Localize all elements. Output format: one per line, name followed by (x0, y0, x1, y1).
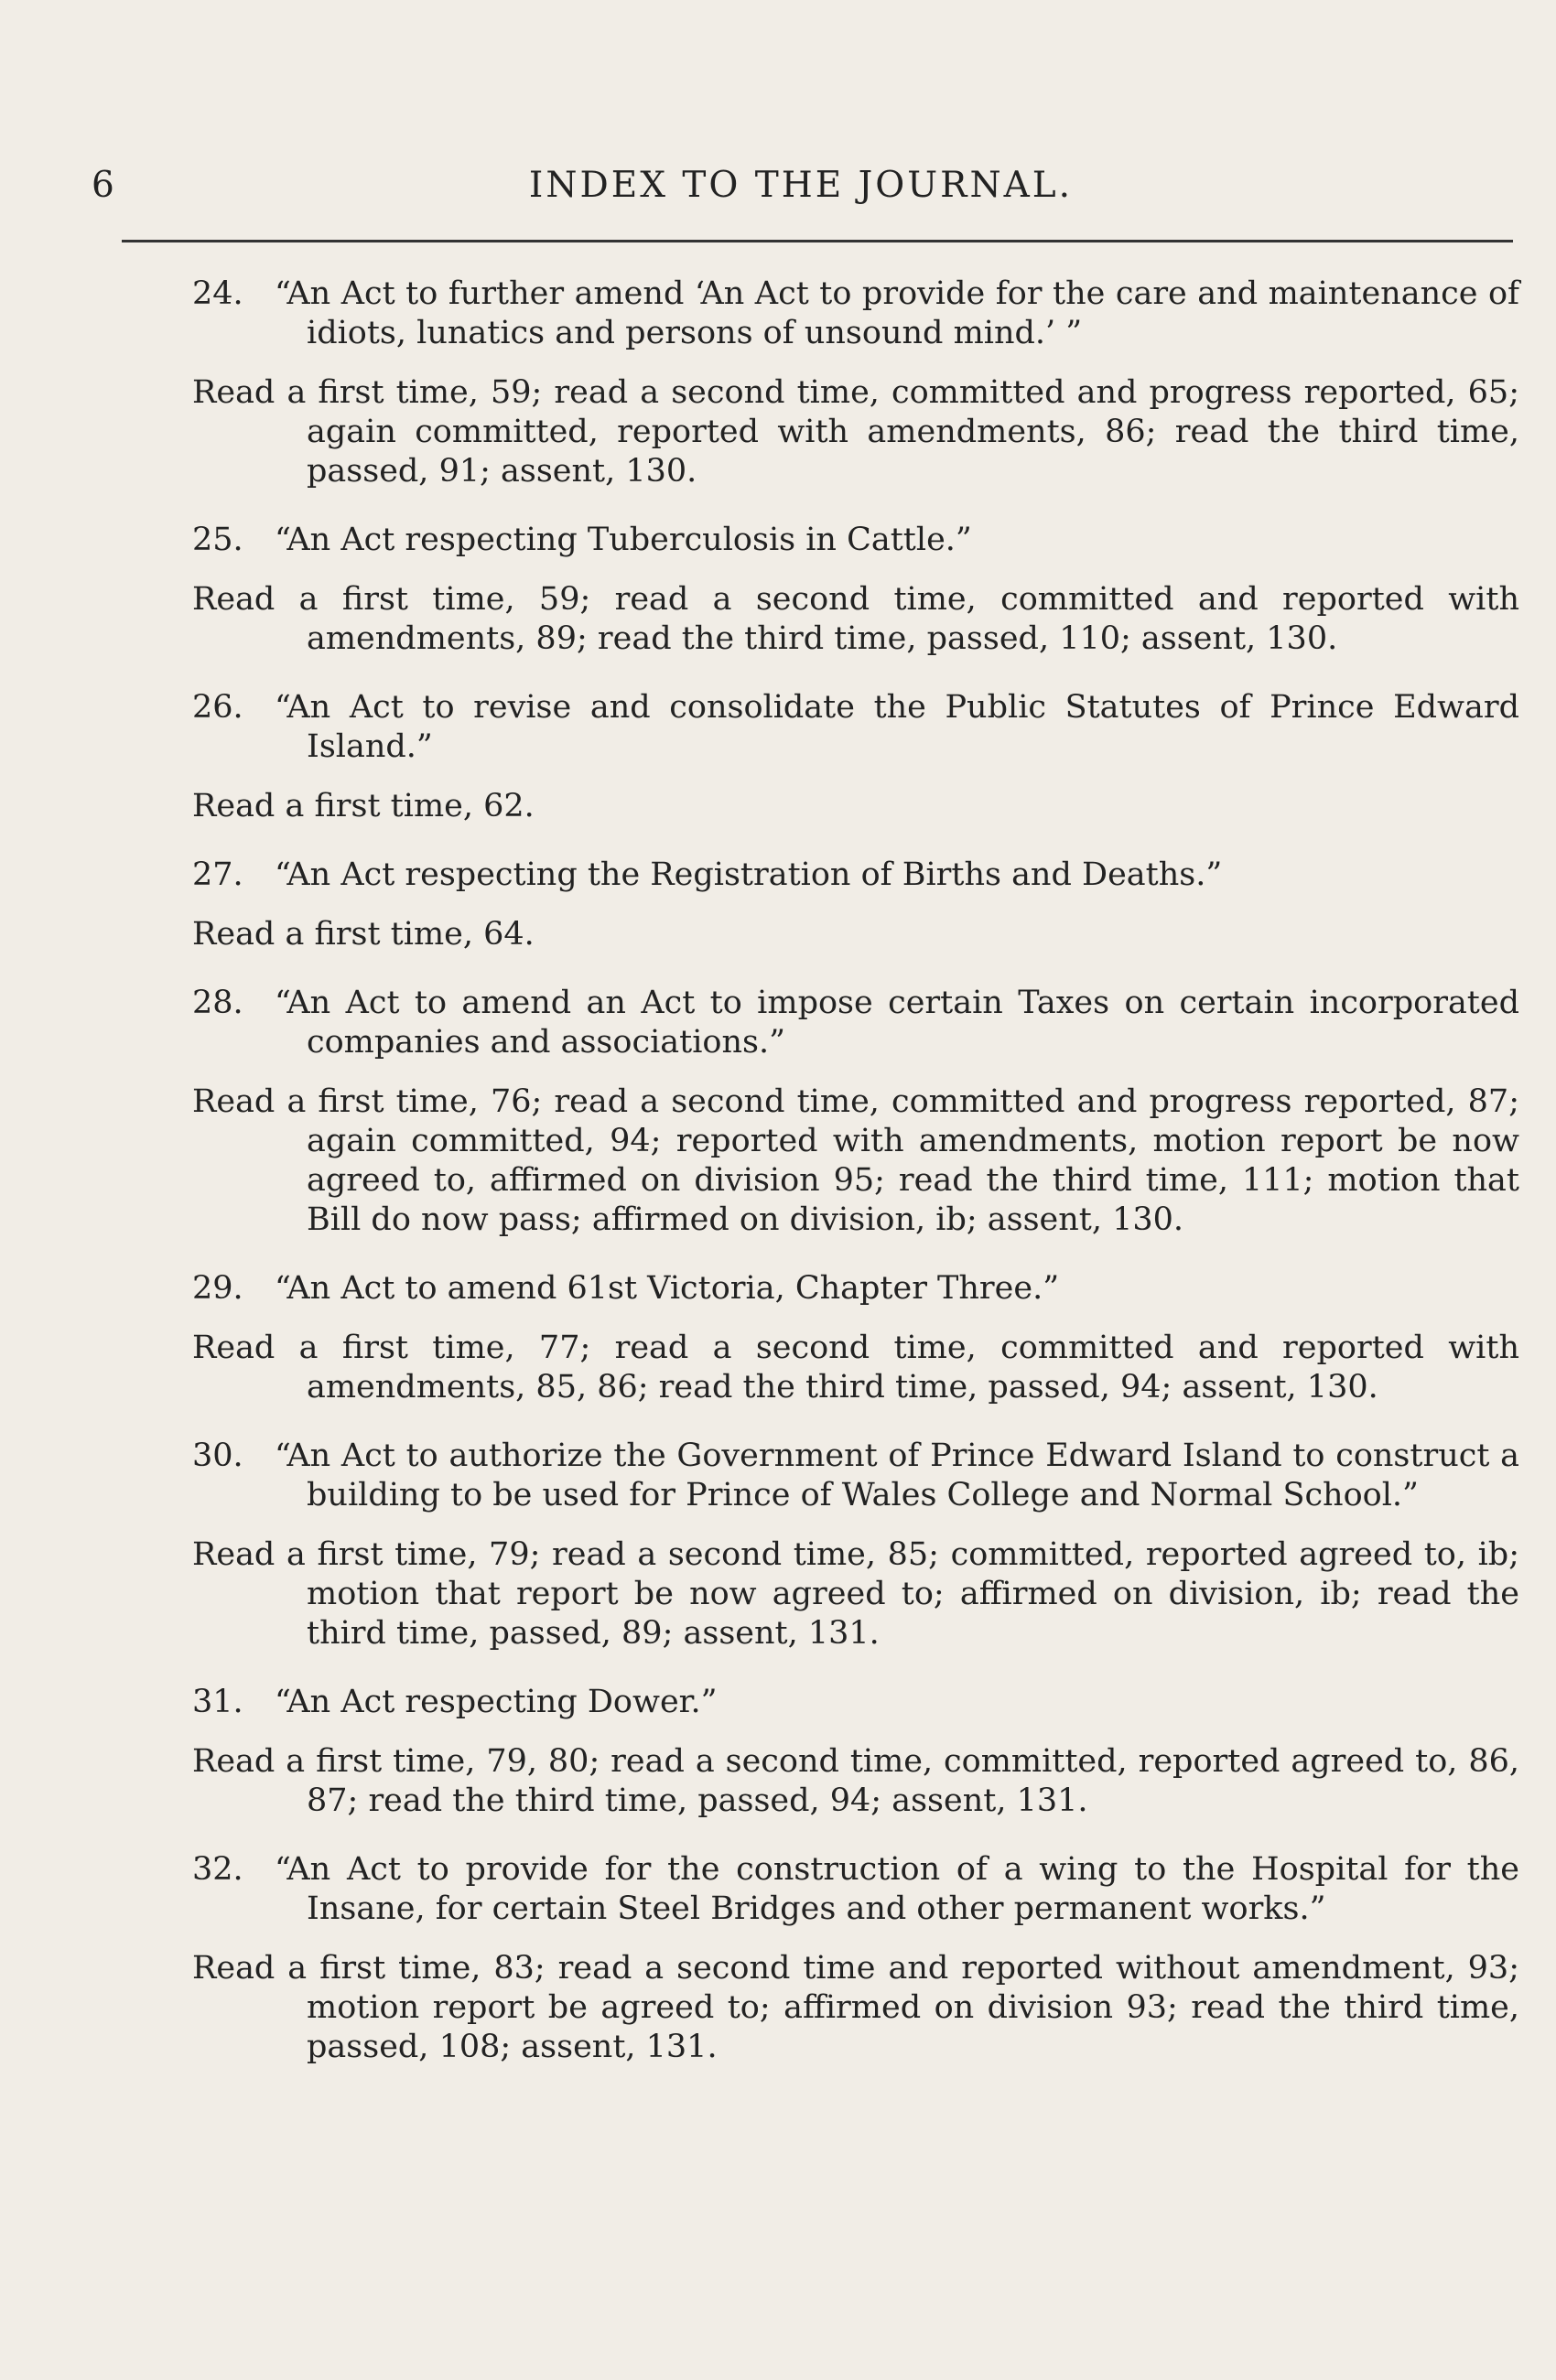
index-entry-30 (192, 1437, 1519, 1653)
entry-title-text: “An Act to amend an Act to impose certain Taxes on certain incorporated companies and associations.” (275, 985, 1519, 1061)
entry-title-text: “An Act to further amend ‘An Act to provide for the care and maintenance of idiots, lunatics and persons of unsound mind.’ ” (275, 275, 1519, 351)
entry-history: Read a first time, 59; read a second time, committed and reported with amendments, 89; read the third time, passed, 110; assent, 130. (192, 581, 1519, 657)
index-entry-25 (192, 521, 1519, 659)
entry-title (192, 1269, 1519, 1308)
entry-title-text: “An Act respecting Tuberculosis in Cattle.” (275, 522, 972, 558)
index-entry-32 (192, 1850, 1519, 2067)
entry-history: Read a first time, 64. (192, 916, 535, 953)
index-entry-29 (192, 1269, 1519, 1407)
entry-title (192, 1850, 1519, 1929)
entry-history: Read a first time, 83; read a second time and reported without amendment, 93; motion report be agreed to; affirmed on division 93; read the third time, passed, 108; assent, 131. (192, 1950, 1519, 2065)
entry-title-text: “An Act to revise and consolidate the Public Statutes of Prince Edward Island.” (275, 689, 1519, 765)
entry-title (192, 521, 1519, 560)
entry-title (192, 275, 1519, 353)
index-entries (192, 275, 1519, 2096)
entry-title (192, 1683, 1519, 1722)
entry-history: Read a first time, 76; read a second time, committed and progress reported, 87; again committed, 94; reported with amendments, motion report be now agreed to, affirmed on division 95; read the third time, 111; motion that Bill do now pass; affirmed on division, ib; assent, 130. (192, 1083, 1519, 1238)
entry-history: Read a first time, 79, 80; read a second time, committed, reported agreed to, 86, 87; read the third time, passed, 94; assent, 131. (192, 1743, 1519, 1819)
entry-number: 27. (192, 856, 243, 893)
entry-title-text: “An Act to authorize the Government of Prince Edward Island to construct a building to be used for Prince of Wales College and Normal School.” (275, 1438, 1519, 1513)
entry-title-text: “An Act to amend 61st Victoria, Chapter Three.” (275, 1270, 1060, 1307)
entry-number: 26. (192, 689, 243, 726)
page-number: 6 (92, 165, 115, 206)
entry-title-text: “An Act respecting the Registration of Births and Deaths.” (275, 856, 1223, 893)
entry-title (192, 688, 1519, 767)
entry-number: 24. (192, 275, 243, 312)
index-entry-26 (192, 688, 1519, 826)
entry-history: Read a first time, 62. (192, 788, 535, 824)
entry-number: 29. (192, 1270, 243, 1307)
header-rule (122, 240, 1513, 242)
entry-history: Read a first time, 79; read a second time, 85; committed, reported agreed to, ib; motion that report be now agreed to; affirmed on division, ib; read the third time, passed, 89; assent, 131. (192, 1536, 1519, 1652)
entry-title (192, 984, 1519, 1062)
entry-history: Read a first time, 59; read a second time, committed and progress reported, 65; again committed, reported with amendments, 86; read the third time, passed, 91; assent, 130. (192, 374, 1519, 490)
entry-history: Read a first time, 77; read a second time, committed and reported with amendments, 85, 86; read the third time, passed, 94; assent, 130. (192, 1330, 1519, 1405)
entry-number: 31. (192, 1684, 243, 1720)
page-header (92, 165, 1510, 220)
entry-title (192, 856, 1519, 895)
running-head: INDEX TO THE JOURNAL. (528, 165, 1074, 206)
entry-title (192, 1437, 1519, 1515)
index-entry-31 (192, 1683, 1519, 1821)
index-entry-28 (192, 984, 1519, 1240)
entry-number: 25. (192, 522, 243, 558)
entry-number: 32. (192, 1851, 243, 1888)
entry-title-text: “An Act respecting Dower.” (275, 1684, 718, 1720)
entry-number: 28. (192, 985, 243, 1021)
index-entry-24 (192, 275, 1519, 491)
entry-number: 30. (192, 1438, 243, 1474)
index-entry-27 (192, 856, 1519, 954)
entry-title-text: “An Act to provide for the construction of a wing to the Hospital for the Insane, for certain Steel Bridges and other permanent works.” (275, 1851, 1519, 1927)
